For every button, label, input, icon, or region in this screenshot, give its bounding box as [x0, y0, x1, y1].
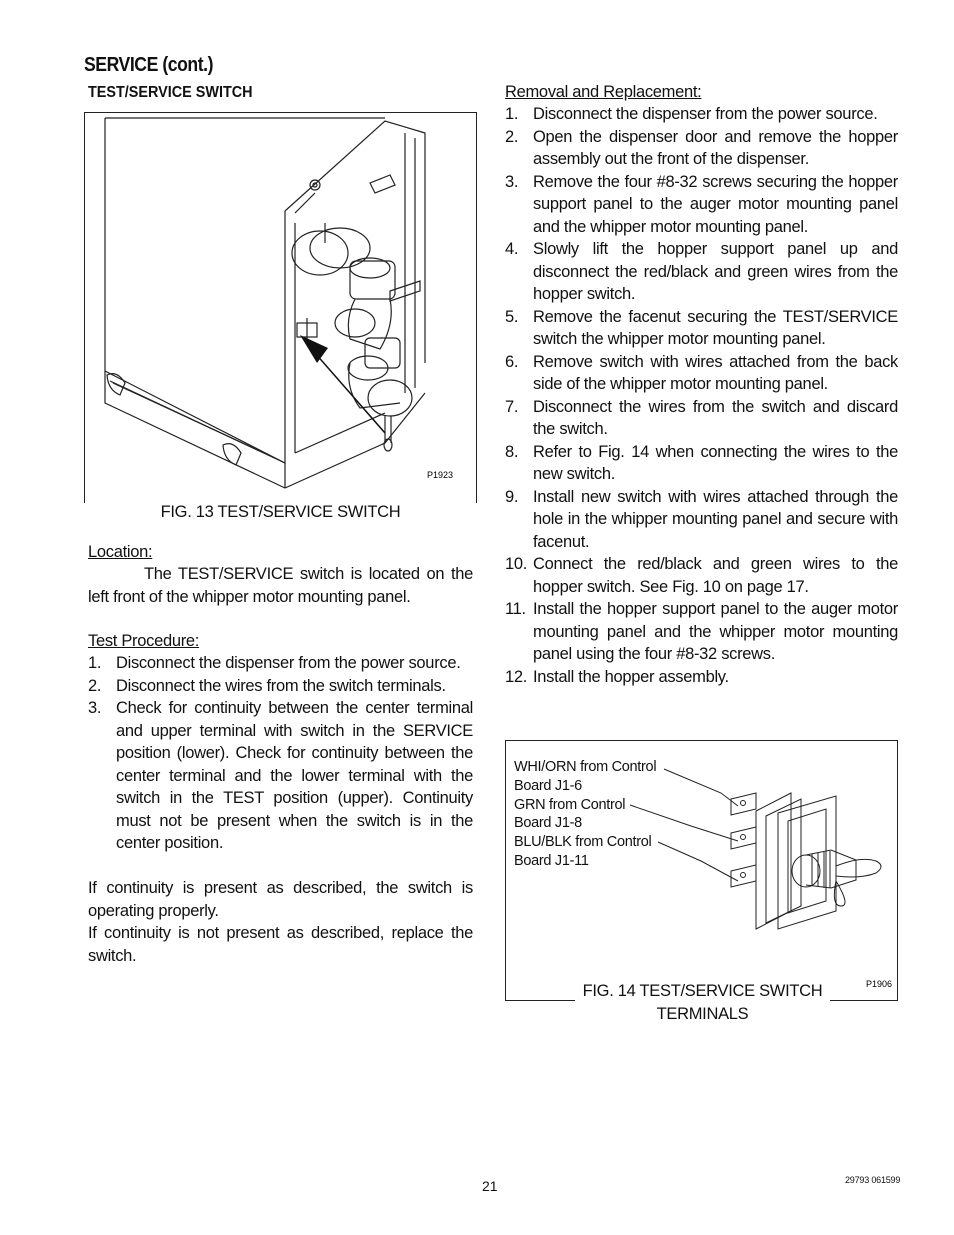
- test-para-2: If continuity is not present as described, replace the switch.: [88, 924, 473, 965]
- fig14-labels: [514, 758, 656, 871]
- list-item: 1. Disconnect the dispenser from the power source.: [88, 654, 461, 672]
- list-item: 6. Remove switch with wires attached from the back side of the whipper motor mounting panel.: [505, 352, 898, 393]
- fig13-caption: FIG. 13 TEST/SERVICE SWITCH: [149, 503, 413, 521]
- list-item: 4. Slowly lift the hopper support panel up and disconnect the red/black and green wires from the hopper switch.: [505, 240, 898, 303]
- label-grn: GRN from Control: [514, 796, 626, 813]
- label-whi-orn: WHI/ORN from Control: [514, 759, 657, 775]
- fig14-caption-line2: TERMINALS: [656, 1004, 749, 1023]
- label-board-j1-8: Board J1-8: [514, 815, 582, 832]
- label-board-j1-11: Board J1-11: [514, 852, 589, 869]
- test-para-1: If continuity is present as described, the switch is operating properly.: [88, 879, 473, 920]
- list-item: 2. Disconnect the wires from the switch terminals.: [88, 676, 446, 695]
- list-item: 3. Check for continuity between the center terminal and upper terminal with switch in the SERVICE position (lower). Check for continuity between the center terminal and the lower terminal with the switch in the TEST position (upper). Continuity must not be present when the switch is in the center position.: [88, 699, 473, 852]
- list-item: 1. Disconnect the dispenser from the power source.: [505, 105, 878, 123]
- list-item: 9. Install new switch with wires attached through the hole in the whipper mounting panel and secure with facenut.: [505, 487, 898, 551]
- removal-heading: Removal and Replacement:: [505, 83, 702, 101]
- list-item: 2. Open the dispenser door and remove the hopper assembly out the front of the dispenser.: [505, 127, 898, 168]
- page-title: SERVICE (cont.): [84, 54, 214, 76]
- list-item: 8. Refer to Fig. 14 when connecting the wires to the new switch.: [505, 442, 898, 483]
- location-text: The TEST/SERVICE switch is located on the left front of the whipper motor mounting panel.: [88, 565, 473, 606]
- fig14-caption: [575, 980, 830, 1025]
- label-board-j1-6: Board J1-6: [514, 777, 582, 794]
- dispenser-illustration: [85, 113, 476, 515]
- page-number: 21: [482, 1178, 498, 1194]
- label-blu-blk: BLU/BLK from Control: [514, 834, 652, 851]
- list-item: 7. Disconnect the wires from the switch and discard the switch.: [505, 397, 898, 438]
- fig13-caption-row: [84, 503, 477, 522]
- fig14-code: P1906: [866, 979, 893, 989]
- location-heading: Location:: [88, 543, 153, 561]
- fig14-caption-line1: FIG. 14 TEST/SERVICE SWITCH: [582, 982, 823, 1000]
- removal-steps: [505, 103, 898, 688]
- section-subtitle: TEST/SERVICE SWITCH: [88, 84, 253, 101]
- fig13-frame: [84, 112, 477, 516]
- list-item: 11. Install the hopper support panel to the auger motor mounting panel and the whipper motor mounting panel using the four #8-32 screws.: [505, 600, 898, 663]
- list-item: 5. Remove the facenut securing the TEST/SERVICE switch the whipper motor mounting panel.: [505, 307, 898, 348]
- test-heading: Test Procedure:: [88, 632, 200, 650]
- test-steps: [88, 652, 473, 855]
- fig14-frame: [505, 740, 898, 1001]
- list-item: 3. Remove the four #8-32 screws securing the hopper support panel to the auger motor mounting panel and the whipper motor mounting panel.: [505, 172, 898, 236]
- doc-code: 29793 061599: [845, 1175, 901, 1185]
- list-item: 12. Install the hopper assembly.: [505, 667, 729, 686]
- list-item: 10. Connect the red/black and green wires to the hopper switch. See Fig. 10 on page 17.: [505, 555, 898, 596]
- fig13-code: P1923: [427, 470, 454, 480]
